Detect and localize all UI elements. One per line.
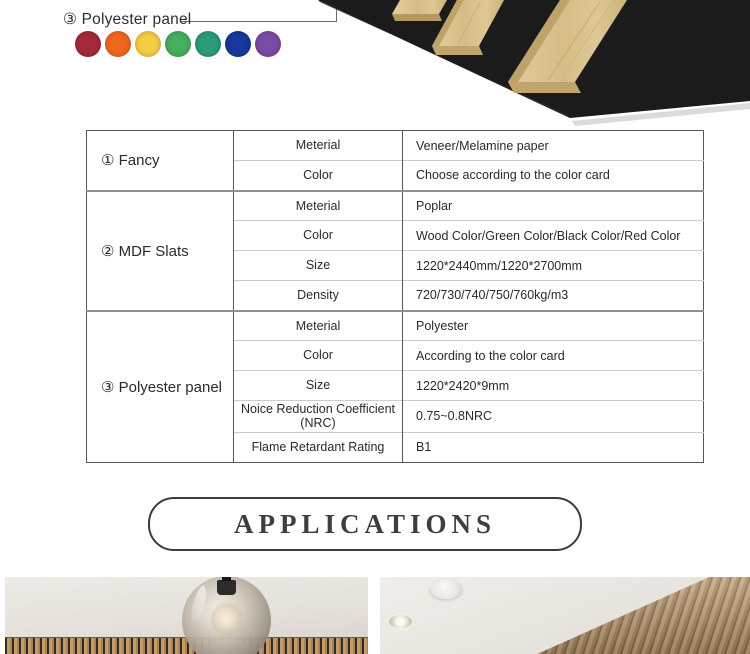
application-photo-left xyxy=(5,577,368,654)
lamp-socket-cap xyxy=(222,577,231,581)
spec-value: Choose according to the color card xyxy=(403,161,704,191)
table-row xyxy=(87,311,704,341)
spec-property: Noice Reduction Coefficient (NRC) xyxy=(234,401,403,433)
spec-value: B1 xyxy=(403,432,704,462)
lamp-filament-glow xyxy=(211,601,242,637)
spec-property: Flame Retardant Rating xyxy=(234,432,403,462)
spec-value: Veneer/Melamine paper xyxy=(416,138,549,153)
spec-property: Density xyxy=(234,281,403,311)
spec-value: 0.75~0.8NRC xyxy=(403,401,704,433)
color-swatch-purple xyxy=(255,31,281,57)
spec-group-label: ③ Polyester panel xyxy=(87,311,234,463)
lamp-socket xyxy=(217,580,236,595)
spec-group-label: ② MDF Slats xyxy=(87,191,234,311)
spec-property: Size xyxy=(234,251,403,281)
acoustic-panel-photo xyxy=(300,0,750,126)
spec-value: 1220*2440mm/1220*2700mm xyxy=(403,251,704,281)
spec-property: Color xyxy=(234,221,403,251)
recessed-light xyxy=(389,615,412,628)
spec-property: Size xyxy=(234,371,403,401)
color-swatch-green xyxy=(165,31,191,57)
spec-value: Polyester xyxy=(403,311,704,341)
spec-group-label: ① Fancy xyxy=(87,131,234,191)
spec-property: Color xyxy=(234,161,403,191)
color-swatch-yellow xyxy=(135,31,161,57)
smoke-detector xyxy=(430,580,462,599)
spec-value: Wood Color/Green Color/Black Color/Red Color xyxy=(403,221,704,251)
color-swatch-teal xyxy=(195,31,221,57)
spec-value: 1220*2420*9mm xyxy=(403,371,704,401)
spec-table xyxy=(86,130,704,463)
spec-property: Meterial xyxy=(234,191,403,221)
color-card-swatches xyxy=(75,31,281,57)
applications-heading xyxy=(148,497,582,551)
color-swatch-orange xyxy=(105,31,131,57)
table-row xyxy=(87,191,704,221)
applications-title: APPLICATIONS xyxy=(233,508,497,539)
spec-property: Meterial xyxy=(234,311,403,341)
hero-section xyxy=(0,0,750,130)
spec-value: 720/730/740/750/760kg/m3 xyxy=(403,281,704,311)
color-swatch-blue xyxy=(225,31,251,57)
spec-value: Poplar xyxy=(403,191,704,221)
spec-property: Meterial xyxy=(234,131,403,161)
spec-property: Color xyxy=(234,341,403,371)
application-photo-right xyxy=(380,577,750,654)
panel-callout-label: ③ Polyester panel xyxy=(63,11,192,28)
color-swatch-red xyxy=(75,31,101,57)
spec-value: According to the color card xyxy=(403,341,704,371)
application-photos xyxy=(5,577,750,654)
table-row xyxy=(87,131,704,161)
